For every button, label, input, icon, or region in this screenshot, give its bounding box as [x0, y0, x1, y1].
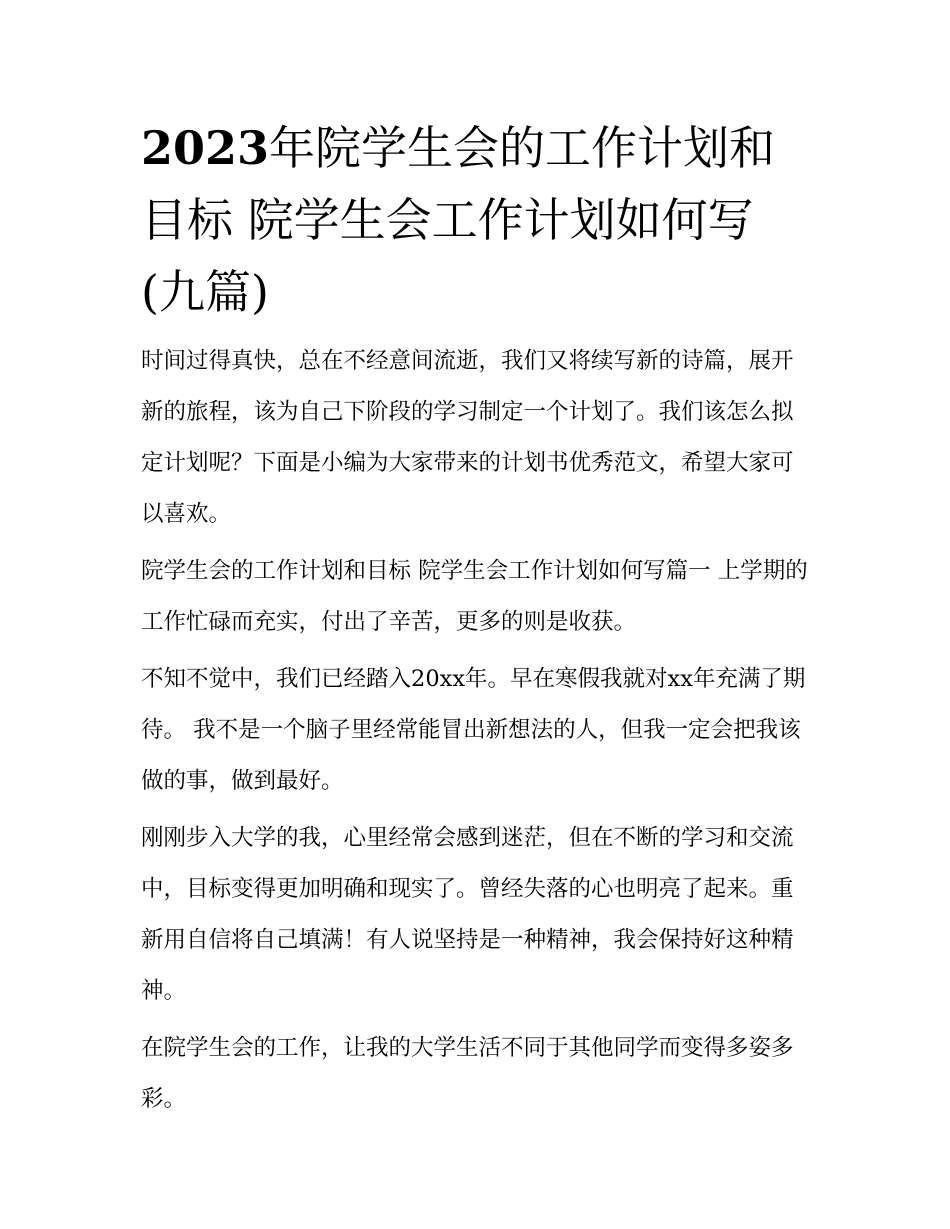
- paragraph-intro: 时间过得真快，总在不经意间流逝，我们又将续写新的诗篇，展开新的旅程，该为自己下阶段的学习制定一个计划了。我们该怎么拟定计划呢？下面是小编为大家带来的计划书优秀范文，希望大家可以喜欢。: [141, 348, 794, 527]
- document-title: [141, 112, 813, 328]
- paragraph-section-one: 院学生会的工作计划和目标 院学生会工作计划如何写篇一 上学期的工作忙碌而充实，付出了辛苦，更多的则是收获。: [141, 558, 808, 635]
- paragraph-student-union: 在院学生会的工作，让我的大学生活不同于其他同学而变得多姿多彩。: [141, 1035, 794, 1112]
- title-year: 2023: [141, 121, 270, 175]
- title-text: 年院学生会的工作计划和目标 院学生会工作计划如何写(九篇): [141, 121, 776, 319]
- paragraph-university: 刚刚步入大学的我，心里经常会感到迷茫，但在不断的学习和交流中，目标变得更加明确和现实了。曾经失落的心也明亮了起来。重新用自信将自己填满！有人说坚持是一种精神，我会保持好这种精神。: [141, 825, 794, 1004]
- document-content: [141, 112, 813, 1131]
- paragraph-new-year: 不知不觉中，我们已经踏入20xx年。早在寒假我就对xx年充满了期待。 我不是一个脑子里经常能冒出新想法的人，但我一定会把我该做的事，做到最好。: [141, 666, 806, 794]
